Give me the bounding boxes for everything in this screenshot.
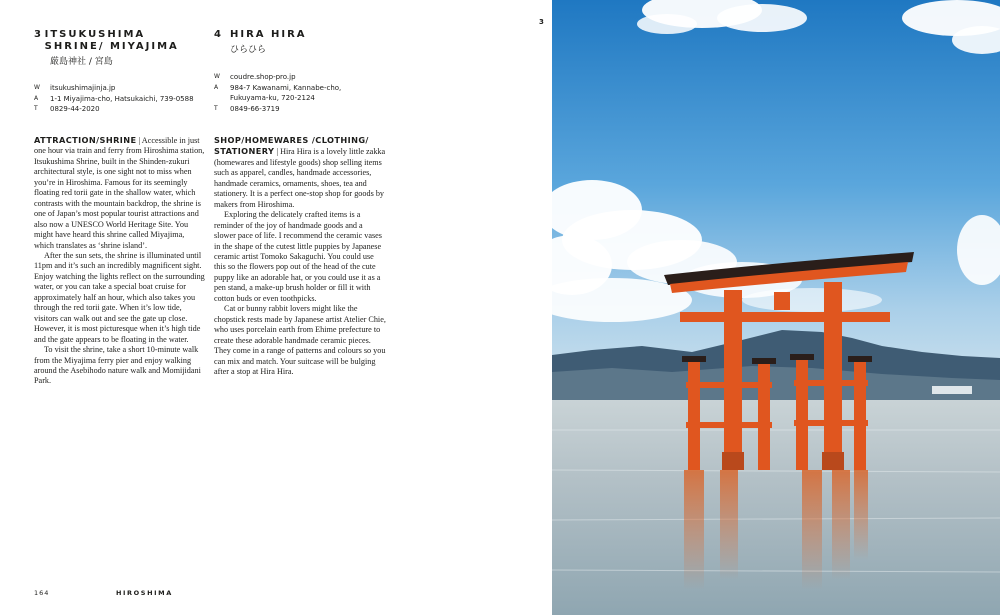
phone-text: 0849-66-3719 bbox=[230, 104, 280, 113]
body-paragraph: To visit the shrine, take a short 10-minute walk from the Miyajima ferry pier and enjoy walking around the Asebihodo nature walk and Momijidani Park. bbox=[34, 345, 201, 386]
entry-3-header bbox=[34, 29, 204, 68]
torii-gate-photo bbox=[552, 0, 1000, 615]
address-text: Fukuyama-ku, 720-2124 bbox=[230, 94, 315, 102]
entry-4-header bbox=[214, 29, 384, 56]
contact-label: W bbox=[214, 73, 220, 80]
entry-title: HIRA HIRA bbox=[230, 29, 307, 40]
contact-website bbox=[214, 72, 392, 83]
torii-photo-illustration bbox=[552, 0, 1000, 615]
entry-3-contacts bbox=[34, 83, 212, 115]
contact-address bbox=[34, 94, 212, 105]
entry-number: 3 bbox=[34, 29, 42, 40]
right-page-number: 3 bbox=[539, 18, 544, 26]
distant-buildings bbox=[932, 386, 972, 394]
category-lead: SHOP/HOMEWARES /CLOTHING/ STATIONERY bbox=[214, 135, 369, 157]
body-paragraph: After the sun sets, the shrine is illuminated until 11pm and it’s such an incredibly magnificent sight. Enjoy watching the lights reflect on the surrounding water, or you can take a special boat cruise for approximately half an hour, which also takes you through the red torii gate. When it’s low tide, visitors can walk out and see the gate up close. However, it is most picturesque when it’s high tide and the gate appears to be floating in the water. bbox=[34, 250, 205, 344]
contact-address-line-2 bbox=[214, 93, 392, 104]
section-name: HIROSHIMA bbox=[116, 589, 173, 597]
phone-text: 0829-44-2020 bbox=[50, 105, 100, 113]
contact-address bbox=[214, 83, 392, 94]
contact-label: T bbox=[214, 104, 218, 112]
contact-label: W bbox=[34, 84, 40, 91]
entry-4-contacts bbox=[214, 72, 392, 114]
website-link[interactable]: coudre.shop-pro.jp bbox=[230, 73, 296, 81]
page-number: 164 bbox=[34, 589, 50, 597]
entry-number: 4 bbox=[214, 29, 222, 40]
entry-title: ITSUKUSHIMA SHRINE/ MIYAJIMA bbox=[44, 29, 179, 52]
contact-website bbox=[34, 83, 212, 94]
contact-label: A bbox=[214, 83, 219, 91]
contact-phone bbox=[34, 104, 212, 115]
contact-phone bbox=[214, 104, 392, 115]
address-text: 984-7 Kawanami, Kannabe-cho, bbox=[230, 83, 342, 92]
water bbox=[552, 400, 1000, 615]
contact-label bbox=[214, 93, 230, 104]
body-paragraph: ATTRACTION/SHRINE | Accessible in just one hour via train and ferry from Hiroshima station, Itsukushima Shrine, built in the Shinden-zukuri architectural style, is one sight not to miss when you’re in Hiroshima. Famous for its seemingly floating red torii gate in the shallow water, which contrasts with the mountain backdrop, the shrine is one of Japan’s most popular tourist attractions and also now a UNESCO World Heritage Site. You might have heard this shrine called Miyajima, which translates as ‘shrine island’. bbox=[34, 135, 205, 250]
body-paragraph: Exploring the delicately crafted items is a reminder of the joy of handmade goods and a slower pace of life. I recommend the ceramic vases in the shape of the cutest little puppies by Japanese ceramic artist Tomoko Sakaguchi. You could use this so the flowers pop out of the head of the cute puppy like an adorable hat, or you could use it as a pen stand, a make-up brush holder or fill it with cotton buds or even toothpicks. bbox=[214, 210, 382, 303]
body-paragraph: Cat or bunny rabbit lovers might like the chopstick rests made by Japanese artist Atelier Chie, who uses porcelain earth from Ehime prefecture to create these adorable handmade ceramic pieces. They come in a range of patterns and colours so you can mix and match. Your suitcase will be bulging after a stop at Hira Hira. bbox=[214, 304, 386, 376]
contact-label: T bbox=[34, 105, 38, 112]
entry-japanese-name: 厳島神社 / 宮島 bbox=[50, 57, 113, 67]
category-lead: ATTRACTION/SHRINE bbox=[34, 135, 137, 145]
body-paragraph: SHOP/HOMEWARES /CLOTHING/ STATIONERY | Hira Hira is a lovely little zakka (homewares and lifestyle goods) shop selling items such as apparel, candles, handmade accessories, handmade ceramics, ornaments, shoes, tea and stationery. It is a perfect one-stop shop for goods by makers from Hiroshima. bbox=[214, 135, 386, 209]
entry-japanese-name: ひらひら bbox=[230, 45, 267, 55]
contact-label: A bbox=[34, 94, 39, 102]
entry-4-body bbox=[214, 135, 386, 377]
website-link[interactable]: itsukushimajinja.jp bbox=[50, 84, 116, 92]
address-text: 1-1 Miyajima-cho, Hatsukaichi, 739-0588 bbox=[50, 94, 194, 103]
entry-3-body bbox=[34, 135, 206, 387]
